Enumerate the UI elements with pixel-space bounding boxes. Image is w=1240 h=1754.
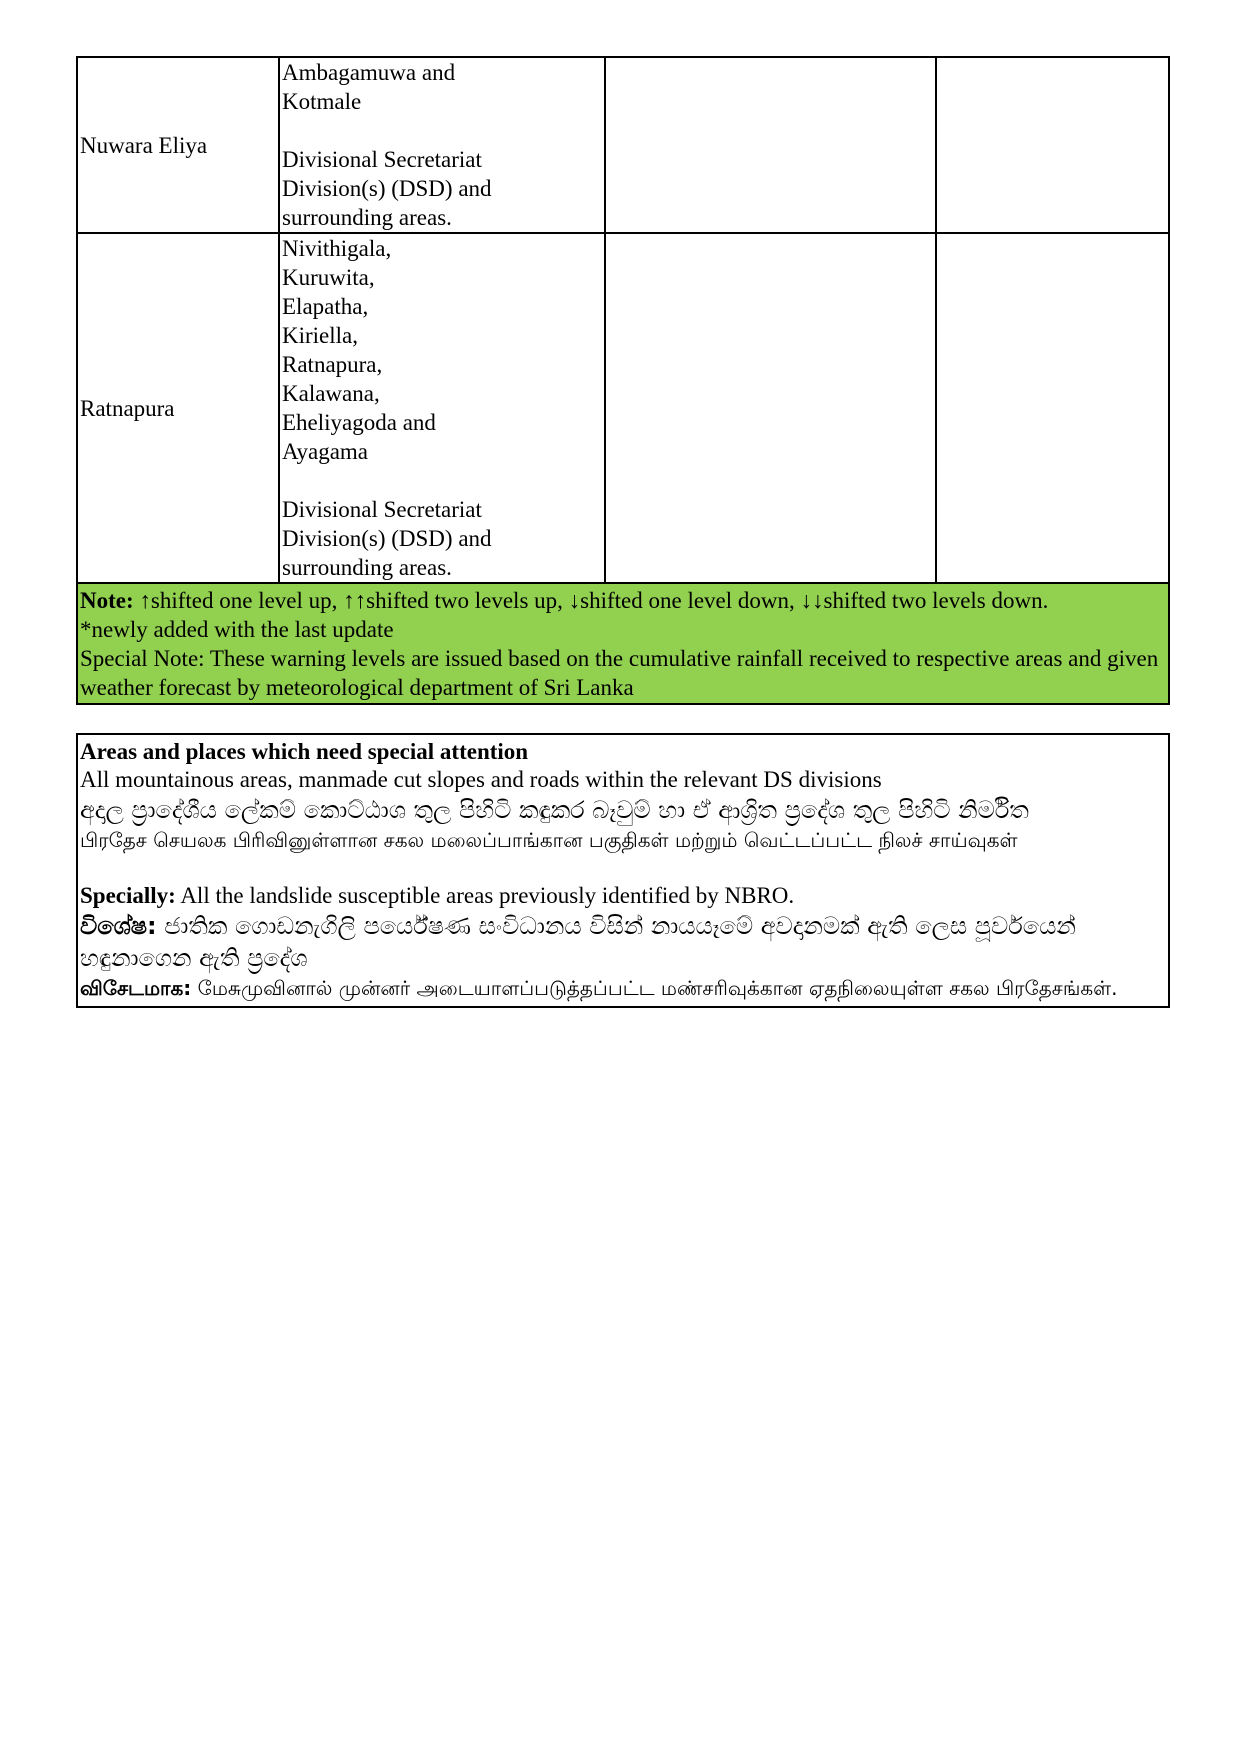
empty-cell xyxy=(605,233,936,583)
dsd-line: surrounding areas. xyxy=(282,205,452,230)
specially-sinhala-label: විශේෂ: xyxy=(80,912,157,940)
spacer xyxy=(282,466,602,495)
attention-english: All mountainous areas, manmade cut slopes and roads within the relevant DS divisions xyxy=(80,767,882,792)
special-note: Special Note: These warning levels are issued based on the cumulative rainfall received to respective areas and given weather forecast by meteorological department of Sri Lanka xyxy=(80,646,1159,700)
dsd-line: Division(s) (DSD) and xyxy=(282,526,492,551)
report-page xyxy=(76,56,1170,1008)
specially-tamil xyxy=(80,974,1166,1002)
specially-sinhala-text: ජාතික ගොඩනැගිලි පර්යේෂණ සංවිධානය විසින් නායයෑමේ අවදානමක් ඇති ලෙස පූර්වයෙන් හඳුනාගෙන ඇති ප්‍රදේශ xyxy=(80,912,1076,972)
attention-tamil: பிரதேச செயலக பிரிவினுள்ளான சகல மலைப்பாங்கான பகுதிகள் மற்றும் வெட்டப்பட்ட நிலச் சாய்வுகள் xyxy=(80,828,1018,852)
dsd-line: Divisional Secretariat xyxy=(282,497,482,522)
empty-cell xyxy=(605,57,936,233)
specially-tamil-label: விசேடமாக: xyxy=(80,976,192,1000)
areas-cell xyxy=(279,233,605,583)
table-row xyxy=(77,233,1169,583)
dsd-line: Division(s) (DSD) and xyxy=(282,176,492,201)
area-name: Kotmale xyxy=(282,89,362,114)
empty-cell xyxy=(936,57,1169,233)
attention-sinhala: අදාල ප්‍රාදේශීය ලේකම් කොට්ඨාශ තුල පිහිටි කඳුකර බෑවුම් හා ඒ ආශ්‍රිත ප්‍රදේශ තුල පිහිටි නිර්මිත xyxy=(80,796,1029,824)
specially-text: All the landslide susceptible areas previously identified by NBRO. xyxy=(175,883,795,908)
area-name: Kalawana, xyxy=(282,381,380,406)
area-name: Eheliyagoda and xyxy=(282,410,436,435)
specially-tamil-text: மேசுமுவினால் முன்னர் அடையாளப்படுத்தப்பட்ட மண்சரிவுக்கான ஏதநிலையுள்ள சகல பிரதேசங்கள். xyxy=(191,976,1118,1000)
note-box xyxy=(76,584,1170,705)
area-name: Ratnapura, xyxy=(282,352,383,377)
spacer xyxy=(282,116,602,145)
area-name: Elapatha, xyxy=(282,294,369,319)
area-name: Kiriella, xyxy=(282,323,358,348)
area-name: Nivithigala, xyxy=(282,236,392,261)
attention-heading-text: Areas and places which need special attention xyxy=(80,739,529,764)
table-row xyxy=(77,57,1169,233)
specially-sinhala xyxy=(80,910,1166,974)
attention-heading xyxy=(80,738,1166,766)
warning-table xyxy=(76,56,1170,584)
attention-box xyxy=(76,733,1170,1008)
area-name: Ayagama xyxy=(282,439,369,464)
specially-line xyxy=(80,882,1166,910)
note-legend-text: ↑shifted one level up, ↑↑shifted two levels up, ↓shifted one level down, ↓↓shifted two levels down. xyxy=(133,588,1049,613)
dsd-line: surrounding areas. xyxy=(282,555,452,580)
new-marker-note: *newly added with the last update xyxy=(80,617,394,642)
note-legend xyxy=(80,586,1166,615)
note-label: Note: xyxy=(80,588,134,613)
dsd-line: Divisional Secretariat xyxy=(282,147,482,172)
area-name: Ambagamuwa and xyxy=(282,60,456,85)
areas-cell xyxy=(279,57,605,233)
spacer xyxy=(80,854,1166,882)
empty-cell xyxy=(936,233,1169,583)
specially-label: Specially: xyxy=(80,883,176,908)
district-cell: Ratnapura xyxy=(77,233,279,583)
area-name: Kuruwita, xyxy=(282,265,375,290)
district-cell: Nuwara Eliya xyxy=(77,57,279,233)
